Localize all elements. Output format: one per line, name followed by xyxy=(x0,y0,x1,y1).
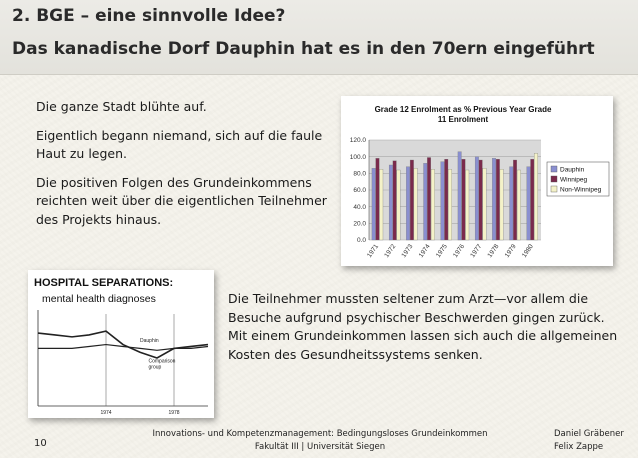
bar-non-winnipeg-1971 xyxy=(379,169,382,240)
bar-winnipeg-1975 xyxy=(445,159,448,240)
bar-non-winnipeg-1980 xyxy=(534,153,537,240)
x-tick-label: 1980 xyxy=(520,243,535,259)
y-tick-label: 100.0 xyxy=(349,153,366,161)
slide-title: 2. BGE – eine sinnvolle Idee? xyxy=(12,6,286,26)
x-tick-label: 1976 xyxy=(452,243,467,259)
bar-non-winnipeg-1977 xyxy=(483,168,486,240)
x-tick-label: 1973 xyxy=(400,243,415,259)
bar-winnipeg-1974 xyxy=(427,158,430,241)
legend-label: Non-Winnipeg xyxy=(560,186,602,194)
legend-swatch xyxy=(551,166,557,172)
bar-winnipeg-1971 xyxy=(376,158,379,240)
bar-dauphin-1972 xyxy=(389,165,392,240)
left-paragraph-3: Die positiven Folgen des Grundeinkommens reichten weit über die eigentlichen Teilnehmer des Projekts hinaus. xyxy=(36,174,327,227)
bar-dauphin-1973 xyxy=(406,167,409,240)
x-tick-label: 1978 xyxy=(486,243,501,259)
right-text-block xyxy=(228,290,618,374)
bar-non-winnipeg-1976 xyxy=(465,170,468,240)
footer-course-line-1: Innovations- und Kompetenzmanagement: Bedingungsloses Grundeinkommen xyxy=(152,429,488,439)
slide-header xyxy=(0,0,638,75)
hospital-separations-chart xyxy=(28,270,214,418)
footer-authors xyxy=(554,428,634,453)
y-tick-label: 80.0 xyxy=(353,170,366,178)
x-tick-label: 1977 xyxy=(469,243,484,259)
footer-author-2: Felix Zappe xyxy=(554,441,604,452)
bar-winnipeg-1977 xyxy=(479,160,482,240)
bar-winnipeg-1980 xyxy=(531,159,534,240)
bar-non-winnipeg-1979 xyxy=(517,170,520,240)
hospital-chart-subtitle: mental health diagnoses xyxy=(42,293,156,305)
bar-non-winnipeg-1972 xyxy=(397,170,400,240)
legend-swatch xyxy=(551,186,557,192)
footer-author-1: Daniel Gräbener xyxy=(554,429,624,439)
x-tick-label: 1979 xyxy=(503,243,518,259)
legend-label: Dauphin xyxy=(560,166,585,174)
y-tick-label: 120.0 xyxy=(349,137,366,145)
y-tick-label: 0.0 xyxy=(356,237,366,245)
chart-title: Grade 12 Enrolment as % Previous Year Grade xyxy=(374,105,552,114)
legend-label: Winnipeg xyxy=(560,176,588,184)
left-paragraph-1: Die ganze Stadt blühte auf. xyxy=(36,99,207,114)
hospital-x-tick-label: 1974 xyxy=(100,410,112,416)
bar-dauphin-1974 xyxy=(424,163,427,240)
x-tick-label: 1974 xyxy=(417,243,432,259)
bar-winnipeg-1976 xyxy=(462,159,465,240)
y-tick-label: 60.0 xyxy=(353,187,366,195)
enrolment-chart xyxy=(341,96,613,266)
bar-dauphin-1978 xyxy=(492,158,495,240)
hospital-x-tick-label: 1978 xyxy=(168,410,180,416)
hospital-chart-svg xyxy=(28,270,214,418)
bar-dauphin-1979 xyxy=(510,167,513,240)
x-tick-label: 1971 xyxy=(366,243,381,259)
bar-winnipeg-1972 xyxy=(393,161,396,240)
bar-dauphin-1971 xyxy=(372,168,375,240)
x-tick-label: 1975 xyxy=(434,243,449,259)
legend-swatch xyxy=(551,176,557,182)
chart-title: 11 Enrolment xyxy=(437,115,489,124)
bar-non-winnipeg-1975 xyxy=(448,169,451,240)
bar-dauphin-1977 xyxy=(475,157,478,240)
bar-non-winnipeg-1978 xyxy=(500,169,503,240)
hospital-series-label: Dauphin xyxy=(140,338,159,345)
bar-dauphin-1975 xyxy=(441,162,444,240)
bar-winnipeg-1973 xyxy=(410,160,413,240)
slide-footer xyxy=(0,420,638,458)
bar-non-winnipeg-1973 xyxy=(414,168,417,240)
footer-course xyxy=(120,428,520,453)
left-text-block xyxy=(36,98,336,239)
enrolment-chart-svg xyxy=(341,96,613,266)
y-tick-label: 40.0 xyxy=(353,203,366,211)
right-paragraph-1: Die Teilnehmer mussten seltener zum Arzt—vor allem die Besuche aufgrund psychischer Beschwerden gingen zurück. Mit einem Grundeinkommen lassen sich auch die allgemeinen Kosten des Gesundheitssystems senken. xyxy=(228,291,618,362)
hospital-chart-title: HOSPITAL SEPARATIONS: xyxy=(34,277,174,289)
x-tick-label: 1972 xyxy=(383,243,398,259)
bar-non-winnipeg-1974 xyxy=(431,169,434,240)
slide-subtitle: Das kanadische Dorf Dauphin hat es in den 70ern eingeführt xyxy=(12,39,595,59)
bar-dauphin-1976 xyxy=(458,152,461,240)
hospital-line-dauphin xyxy=(38,331,208,358)
bar-dauphin-1980 xyxy=(527,167,530,240)
left-paragraph-2: Eigentlich begann niemand, sich auf die faule Haut zu legen. xyxy=(36,127,323,161)
bar-winnipeg-1978 xyxy=(496,159,499,240)
footer-course-line-2: Fakultät III | Universität Siegen xyxy=(254,441,386,452)
hospital-series-label: Comparison xyxy=(148,358,176,365)
page-number: 10 xyxy=(34,438,47,449)
y-tick-label: 20.0 xyxy=(353,220,366,228)
bar-winnipeg-1979 xyxy=(513,160,516,240)
hospital-series-label: group xyxy=(148,364,162,371)
